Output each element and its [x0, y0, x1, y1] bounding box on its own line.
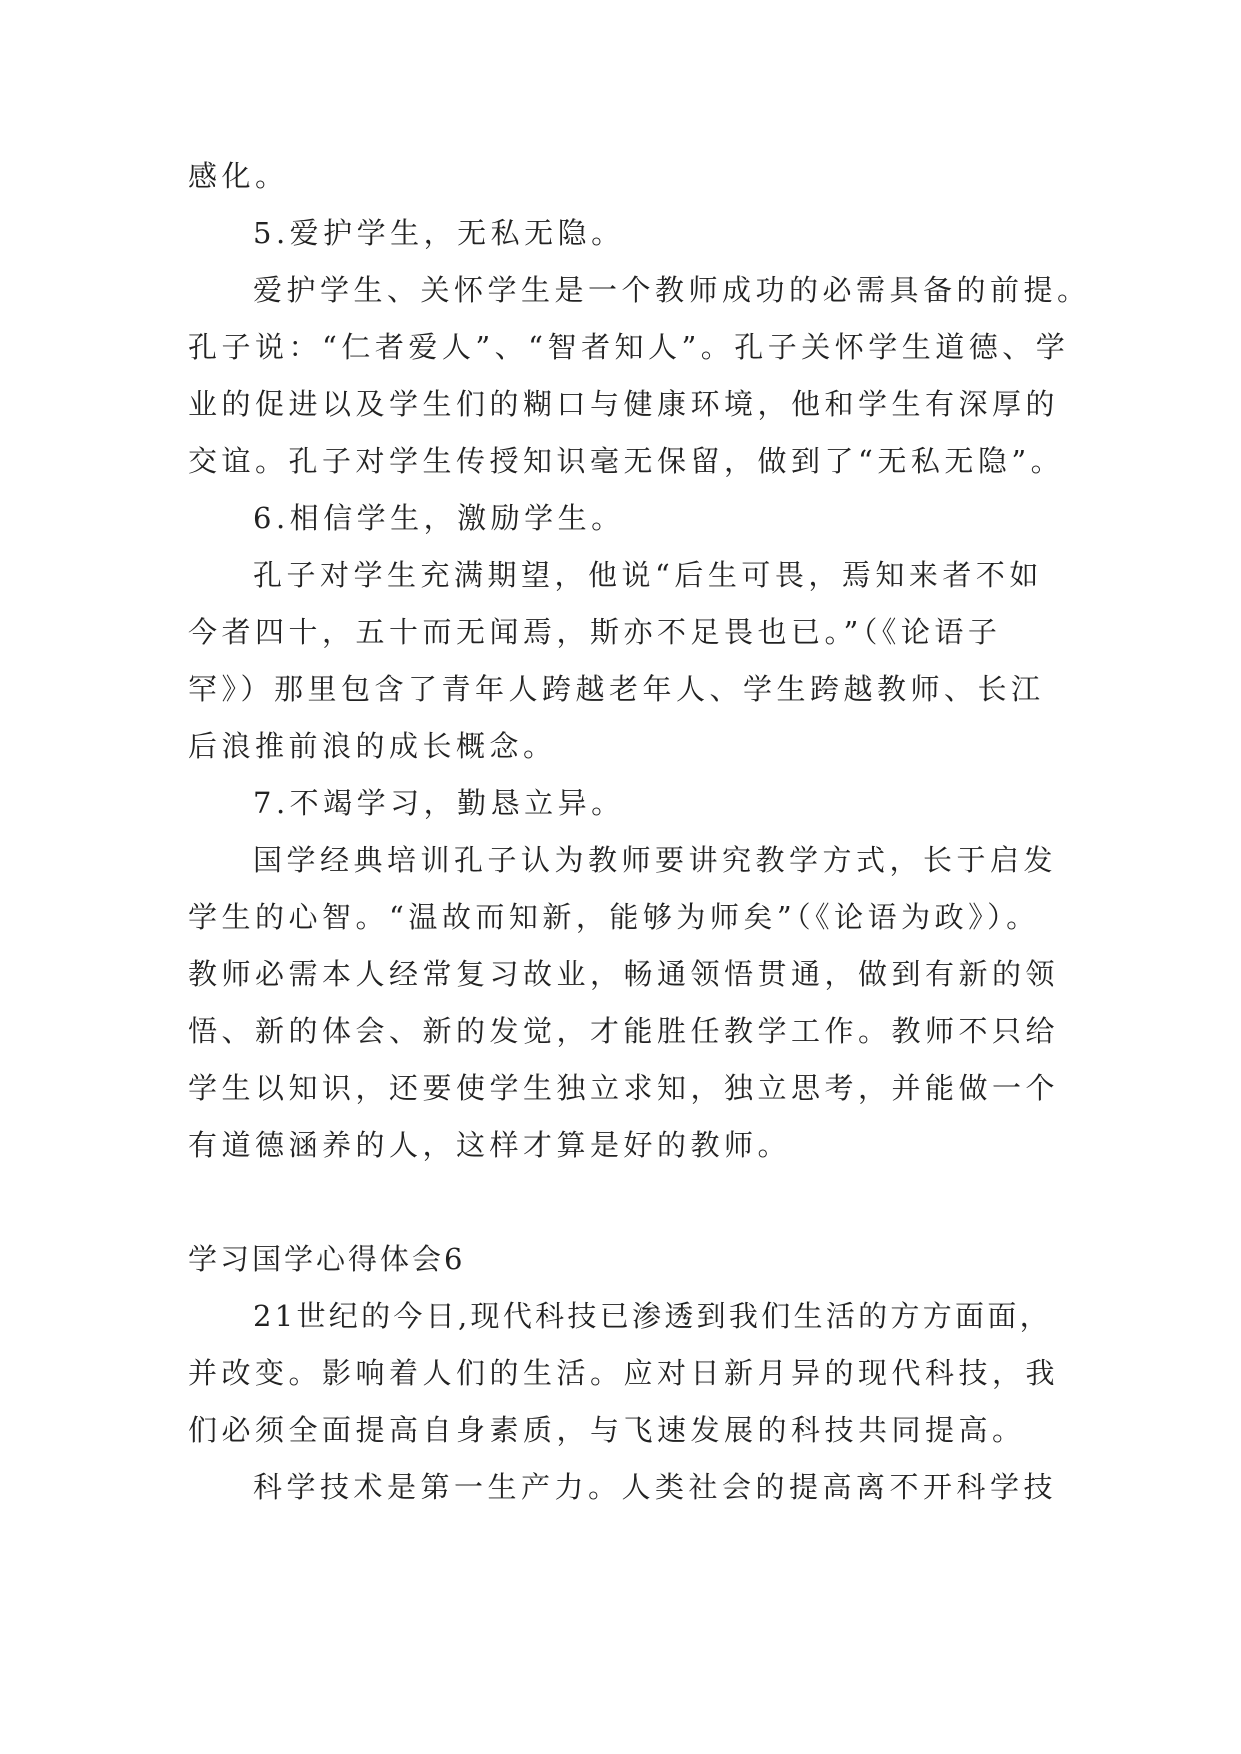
text-line: 孔子说：“仁者爱人”、“智者知人”。孔子关怀学生道德、学 [188, 330, 1070, 364]
text-line: 悟、新的体会、新的发觉，才能胜任教学工作。教师不只给 [188, 1014, 1060, 1048]
text-line: 们必须全面提高自身素质，与飞速发展的科技共同提高。 [188, 1413, 1026, 1447]
text-line: 21世纪的今日,现代科技已渗透到我们生活的方方面面， [253, 1299, 1052, 1333]
text-line: 今者四十，五十而无闻焉，斯亦不足畏也已。”（《论语子 [188, 615, 1002, 649]
text-line: 并改变。影响着人们的生活。应对日新月异的现代科技，我 [188, 1356, 1060, 1390]
text-line: 罕》）那里包含了青年人跨越老年人、学生跨越教师、长江 [188, 672, 1045, 706]
article-title: 学习国学心得体会6 [188, 1242, 466, 1276]
text-line: 交谊。孔子对学生传授知识毫无保留，做到了“无私无隐”。 [188, 444, 1065, 478]
text-line: 学生以知识，还要使学生独立求知，独立思考，并能做一个 [188, 1071, 1060, 1105]
text-line: 孔子对学生充满期望，他说“后生可畏，焉知来者不如 [253, 558, 1043, 592]
text-line: 业的促进以及学生们的糊口与健康环境，他和学生有深厚的 [188, 387, 1060, 421]
text-line: 感化。 [188, 159, 289, 193]
section-heading: 7.不竭学习，勤恳立异。 [253, 786, 625, 820]
text-line: 有道德涵养的人，这样才算是好的教师。 [188, 1128, 792, 1162]
text-line: 科学技术是第一生产力。人类社会的提高离不开科学技 [253, 1470, 1058, 1504]
section-heading: 5.爱护学生，无私无隐。 [253, 216, 625, 250]
section-heading: 6.相信学生，激励学生。 [253, 501, 625, 535]
text-line: 教师必需本人经常复习故业，畅通领悟贯通，做到有新的领 [188, 957, 1060, 991]
text-line: 国学经典培训孔子认为教师要讲究教学方式，长于启发 [253, 843, 1058, 877]
text-line: 后浪推前浪的成长概念。 [188, 729, 557, 763]
text-line: 爱护学生、关怀学生是一个教师成功的必需具备的前提。 [253, 273, 1091, 307]
text-line: 学生的心智。“温故而知新，能够为师矣”（《论语为政》）。 [188, 900, 1040, 934]
